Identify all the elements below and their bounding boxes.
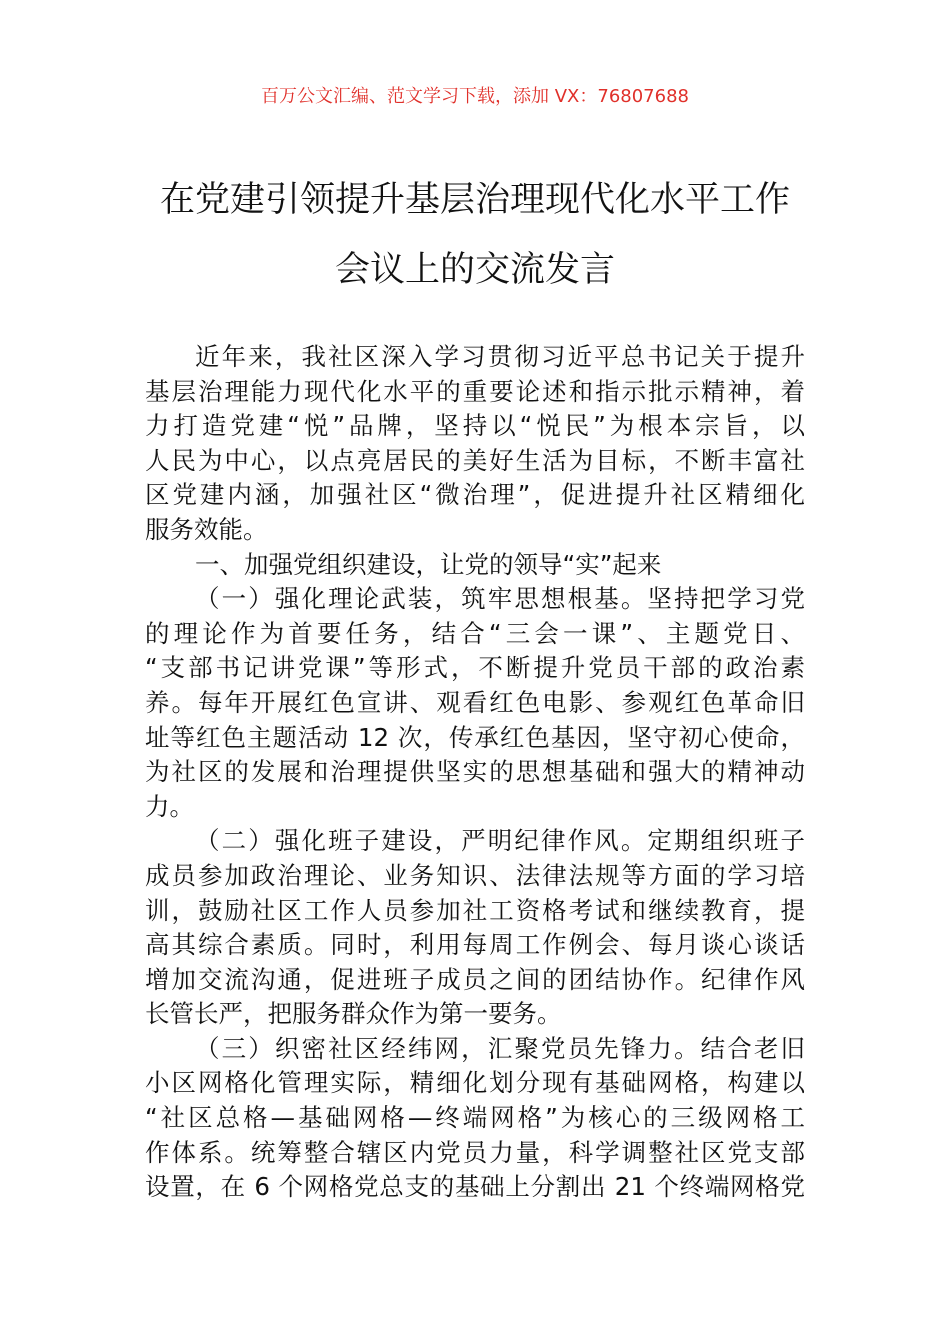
document-body xyxy=(145,340,805,1205)
paragraph xyxy=(145,1032,805,1205)
text-line: 址等红色主题活动 12 次，传承红色基因，坚守初心使命， xyxy=(145,722,805,752)
text-line: 养。每年开展红色宣讲、观看红色电影、参观红色革命旧 xyxy=(145,687,805,717)
text-line: 力打造党建“悦”品牌，坚持以“悦民”为根本宗旨，以 xyxy=(145,411,805,441)
text-line: 长管长严，把服务群众作为第一要务。 xyxy=(145,999,562,1029)
text-line: 一、加强党组织建设，让党的领导“实”起来 xyxy=(195,549,662,579)
text-line: “社区总格—基础网格—终端网格”为核心的三级网格工 xyxy=(145,1103,805,1133)
document-title-line-1: 在党建引领提升基层治理现代化水平工作 xyxy=(159,180,790,220)
text-line: 的理论作为首要任务，结合“三会一课”、主题党日、 xyxy=(145,618,805,648)
paragraph xyxy=(145,824,805,1032)
text-line: （三）织密社区经纬网，汇聚党员先锋力。结合老旧 xyxy=(195,1033,805,1063)
paragraph xyxy=(145,340,805,548)
text-line: 为社区的发展和治理提供坚实的思想基础和强大的精神动 xyxy=(145,757,805,787)
text-line: 近年来，我社区深入学习贯彻习近平总书记关于提升 xyxy=(195,342,805,371)
text-line: 设置，在 6 个网格党总支的基础上分割出 21 个终端网格党 xyxy=(145,1172,805,1202)
text-line: 区党建内涵，加强社区“微治理”，促进提升社区精细化 xyxy=(145,480,805,510)
document-title-line-2: 会议上的交流发言 xyxy=(334,250,615,290)
text-line: 服务效能。 xyxy=(145,514,268,544)
text-line: 训，鼓励社区工作人员参加社工资格考试和继续教育，提 xyxy=(145,895,805,925)
text-line: 作体系。统筹整合辖区内党员力量，科学调整社区党支部 xyxy=(145,1137,805,1167)
text-line: 小区网格化管理实际，精细化划分现有基础网格，构建以 xyxy=(145,1068,805,1098)
paragraph xyxy=(145,582,805,824)
text-line: 力。 xyxy=(145,791,194,821)
text-line: 高其综合素质。同时，利用每周工作例会、每月谈心谈话 xyxy=(145,930,805,960)
text-line: （一）强化理论武装，筑牢思想根基。坚持把学习党 xyxy=(195,584,805,614)
text-line: 基层治理能力现代化水平的重要论述和指示批示精神，着 xyxy=(145,376,805,406)
text-line: （二）强化班子建设，严明纪律作风。定期组织班子 xyxy=(195,826,805,856)
text-line: 增加交流沟通，促进班子成员之间的团结协作。纪律作风 xyxy=(145,964,805,994)
text-line: 人民为中心，以点亮居民的美好生活为目标，不断丰富社 xyxy=(145,445,805,475)
text-line: “支部书记讲党课”等形式，不断提升党员干部的政治素 xyxy=(145,653,805,683)
text-line: 成员参加政治理论、业务知识、法律法规等方面的学习培 xyxy=(145,860,805,890)
watermark-text: 百万公文汇编、范文学习下载，添加 VX：76807688 xyxy=(261,86,689,107)
section-heading xyxy=(145,548,805,583)
